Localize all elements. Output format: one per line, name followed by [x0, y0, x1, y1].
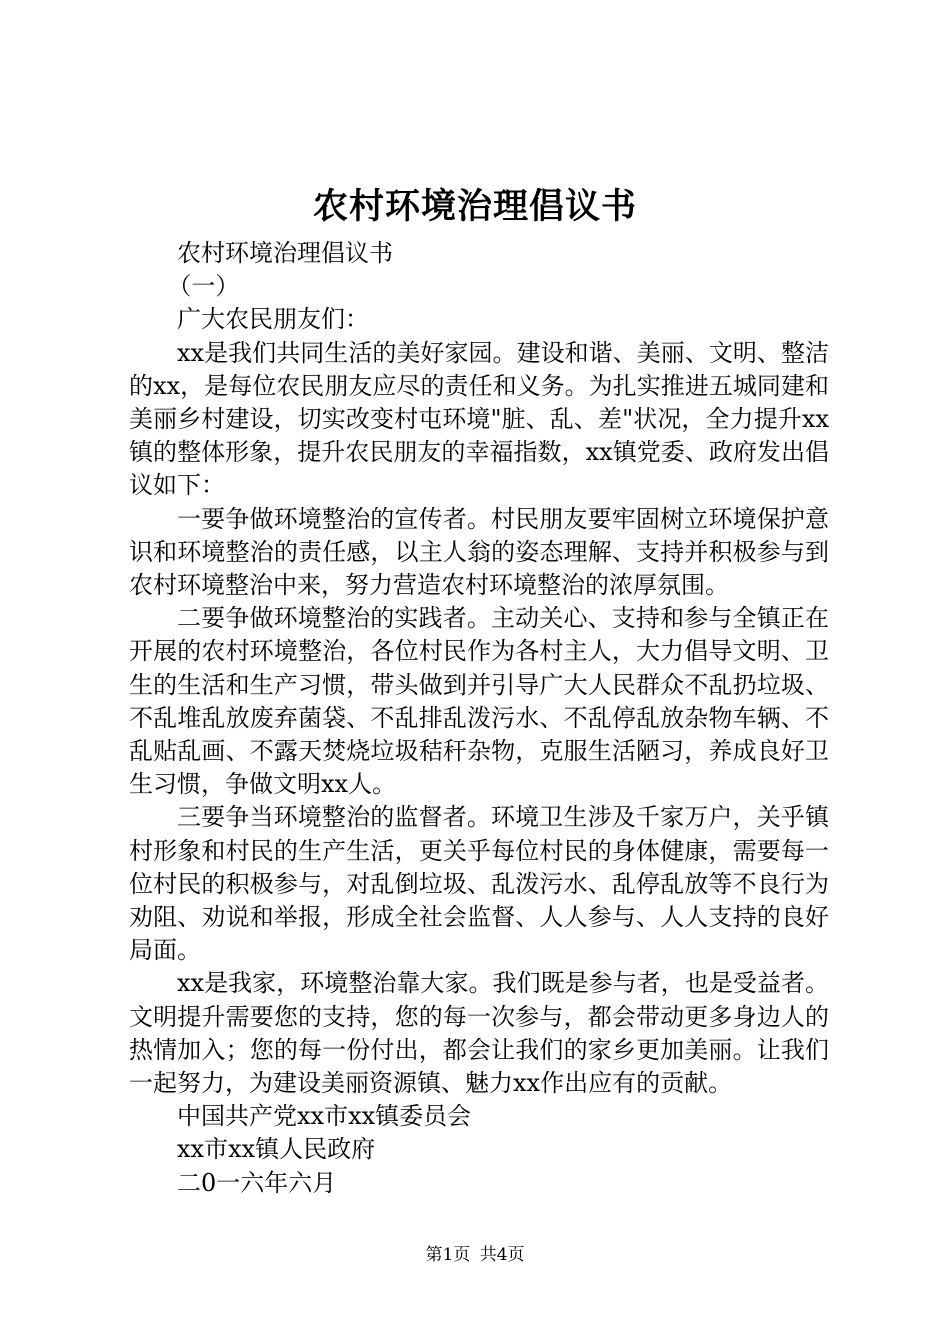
paragraph-closing: xx是我家，环境整治靠大家。我们既是参与者，也是受益者。文明提升需要您的支持，您的每一次参与，都会带动更多身边人的热情加入；您的每一份付出，都会让我们的家乡更加美丽。让我们一起努力，为建设美丽资源镇、魅力xx作出应有的贡献。	[129, 969, 829, 1098]
page-number: 第1页	[425, 1245, 471, 1265]
signature-government: xx市xx镇人民政府	[177, 1135, 376, 1164]
document-date: 二0一六年六月	[177, 1168, 337, 1197]
paragraph-practice: 二要争做环境整治的实践者。主动关心、支持和参与全镇正在开展的农村环境整治，各位村民作为各村主人，大力倡导文明、卫生的生活和生产习惯，带头做到并引导广大人民群众不乱扔垃圾、不乱堆乱放废弃菌袋、不乱排乱泼污水、不乱停乱放杂物车辆、不乱贴乱画、不露天焚烧垃圾秸秆杂物，克服生活陋习，养成良好卫生习惯，争做文明xx人。	[129, 604, 829, 799]
page-total: 共4页	[479, 1245, 525, 1265]
document-title: 农村环境治理倡议书	[312, 186, 637, 227]
paragraph-intro: xx是我们共同生活的美好家园。建设和谐、美丽、文明、整洁的xx，是每位农民朋友应尽的责任和义务。为扎实推进五城同建和美丽乡村建设，切实改变村屯环境"脏、乱、差"状况，全力提升xx镇的整体形象，提升农民朋友的幸福指数，xx镇党委、政府发出倡议如下：	[129, 338, 829, 500]
document-body	[129, 237, 829, 1200]
page-footer	[0, 1243, 950, 1267]
paragraph-supervision: 三要争当环境整治的监督者。环境卫生涉及千家万户，关乎镇村形象和村民的生产生活，更关乎每位村民的身体健康，需要每一位村民的积极参与，对乱倒垃圾、乱泼污水、乱停乱放等不良行为劝阻、劝说和举报，形成全社会监督、人人参与、人人支持的良好局面。	[129, 803, 829, 965]
paragraph-publicity: 一要争做环境整治的宣传者。村民朋友要牢固树立环境保护意识和环境整治的责任感，以主人翁的姿态理解、支持并积极参与到农村环境整治中来，努力营造农村环境整治的浓厚氛围。	[129, 504, 829, 600]
document-subtitle: 农村环境治理倡议书	[177, 239, 393, 267]
salutation: 广大农民朋友们：	[177, 305, 369, 334]
signature-party: 中国共产党xx市xx镇委员会	[177, 1102, 472, 1131]
section-marker: （一）	[167, 272, 240, 301]
